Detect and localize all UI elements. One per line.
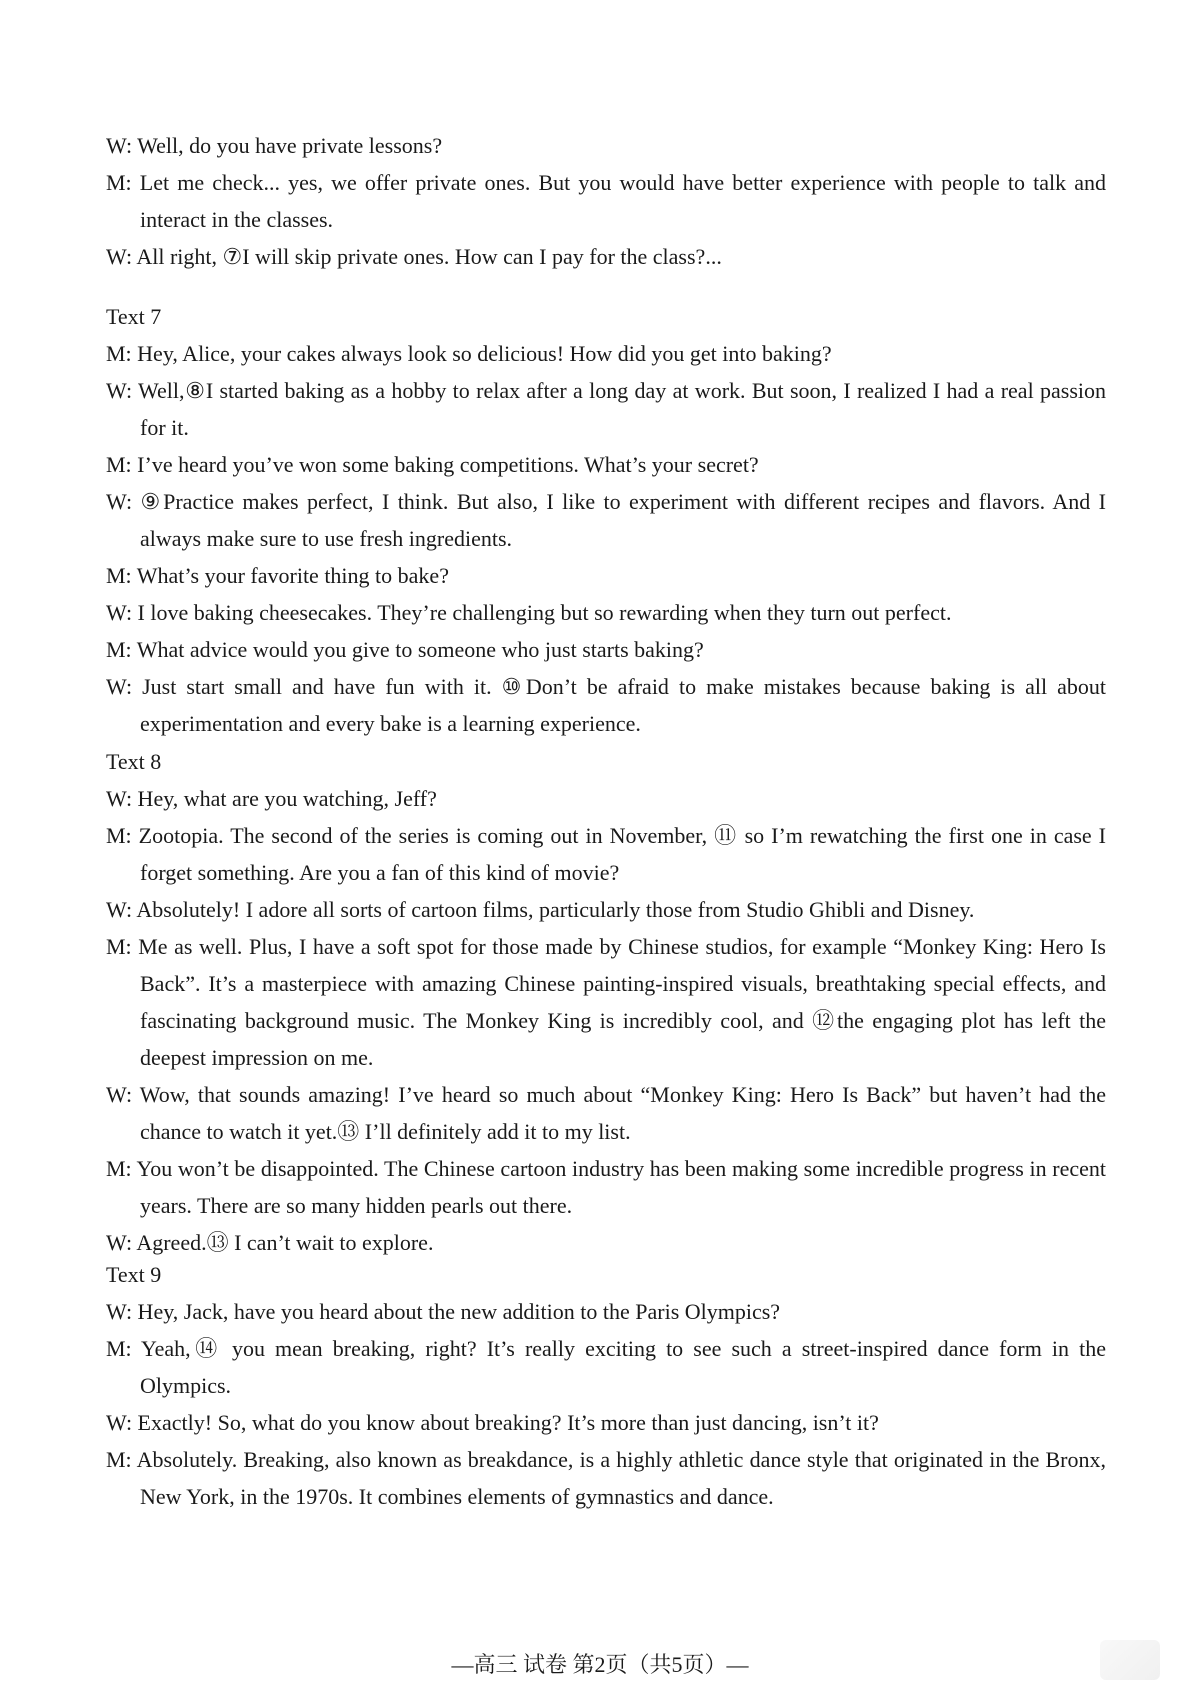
- text7-section: [106, 298, 1106, 742]
- dialogue-line: W: All right, ⑦I will skip private ones. How can I pay for the class?...: [106, 244, 722, 269]
- dialogue-line: M: I’ve heard you’ve won some baking competitions. What’s your secret?: [106, 452, 759, 477]
- dialogue-line: M: What’s your favorite thing to bake?: [106, 563, 449, 588]
- dialogue-line: W: Well,⑧I started baking as a hobby to relax after a long day at work. But soon, I realized I had a real passion for it.: [106, 378, 1106, 440]
- dialogue-line: M: Me as well. Plus, I have a soft spot for those made by Chinese studios, for example “Monkey King: Hero Is Back”. It’s a masterpiece with amazing Chinese painting-inspired visuals, breathtaking special effects, and fascinating background music. The Monkey King is incredibly cool, and ⑫the engaging plot has left the deepest impression on me.: [106, 934, 1106, 1070]
- dialogue-line: W: I love baking cheesecakes. They’re challenging but so rewarding when they turn out perfect.: [106, 600, 952, 625]
- dialogue-line: M: Let me check... yes, we offer private ones. But you would have better experience with people to talk and interact in the classes.: [106, 170, 1106, 232]
- dialogue-line: M: Yeah,⑭ you mean breaking, right? It’s really exciting to see such a street-inspired dance form in the Olympics.: [106, 1336, 1106, 1398]
- dialogue-line: M: Hey, Alice, your cakes always look so delicious! How did you get into baking?: [106, 341, 832, 366]
- dialogue-line: W: Hey, what are you watching, Jeff?: [106, 786, 437, 811]
- dialogue-line: W: Well, do you have private lessons?: [106, 133, 443, 158]
- dialogue-continuation: [106, 127, 1106, 275]
- dialogue-line: W: Hey, Jack, have you heard about the new addition to the Paris Olympics?: [106, 1299, 781, 1324]
- scan-smudge: [1100, 1640, 1160, 1680]
- dialogue-line: W: Absolutely! I adore all sorts of cartoon films, particularly those from Studio Ghibli and Disney.: [106, 897, 975, 922]
- dialogue-line: M: Absolutely. Breaking, also known as breakdance, is a highly athletic dance style that originated in the Bronx, New York, in the 1970s. It combines elements of gymnastics and dance.: [106, 1447, 1106, 1509]
- dialogue-line: W: ⑨Practice makes perfect, I think. But also, I like to experiment with different recipes and flavors. And I always make sure to use fresh ingredients.: [106, 489, 1106, 551]
- section-label: Text 9: [106, 1262, 162, 1287]
- dialogue-line: M: Zootopia. The second of the series is coming out in November, ⑪ so I’m rewatching the first one in case I forget something. Are you a fan of this kind of movie?: [106, 823, 1106, 885]
- dialogue-line: W: Agreed.⑬ I can’t wait to explore.: [106, 1230, 434, 1255]
- dialogue-line: W: Exactly! So, what do you know about breaking? It’s more than just dancing, isn’t it?: [106, 1410, 879, 1435]
- section-label: Text 7: [106, 304, 162, 329]
- dialogue-line: M: What advice would you give to someone who just starts baking?: [106, 637, 704, 662]
- dialogue-line: W: Just start small and have fun with it. ⑩Don’t be afraid to make mistakes because baking is all about experimentation and every bake is a learning experience.: [106, 674, 1106, 736]
- section-label: Text 8: [106, 749, 162, 774]
- text9-section: [106, 1256, 1106, 1515]
- page-footer: —高三 试卷 第2页（共5页）—: [451, 1652, 749, 1677]
- text8-section: [106, 743, 1106, 1261]
- dialogue-line: W: Wow, that sounds amazing! I’ve heard so much about “Monkey King: Hero Is Back” but haven’t had the chance to watch it yet.⑬ I’ll definitely add it to my list.: [106, 1082, 1106, 1144]
- dialogue-line: M: You won’t be disappointed. The Chinese cartoon industry has been making some incredible progress in recent years. There are so many hidden pearls out there.: [106, 1156, 1106, 1218]
